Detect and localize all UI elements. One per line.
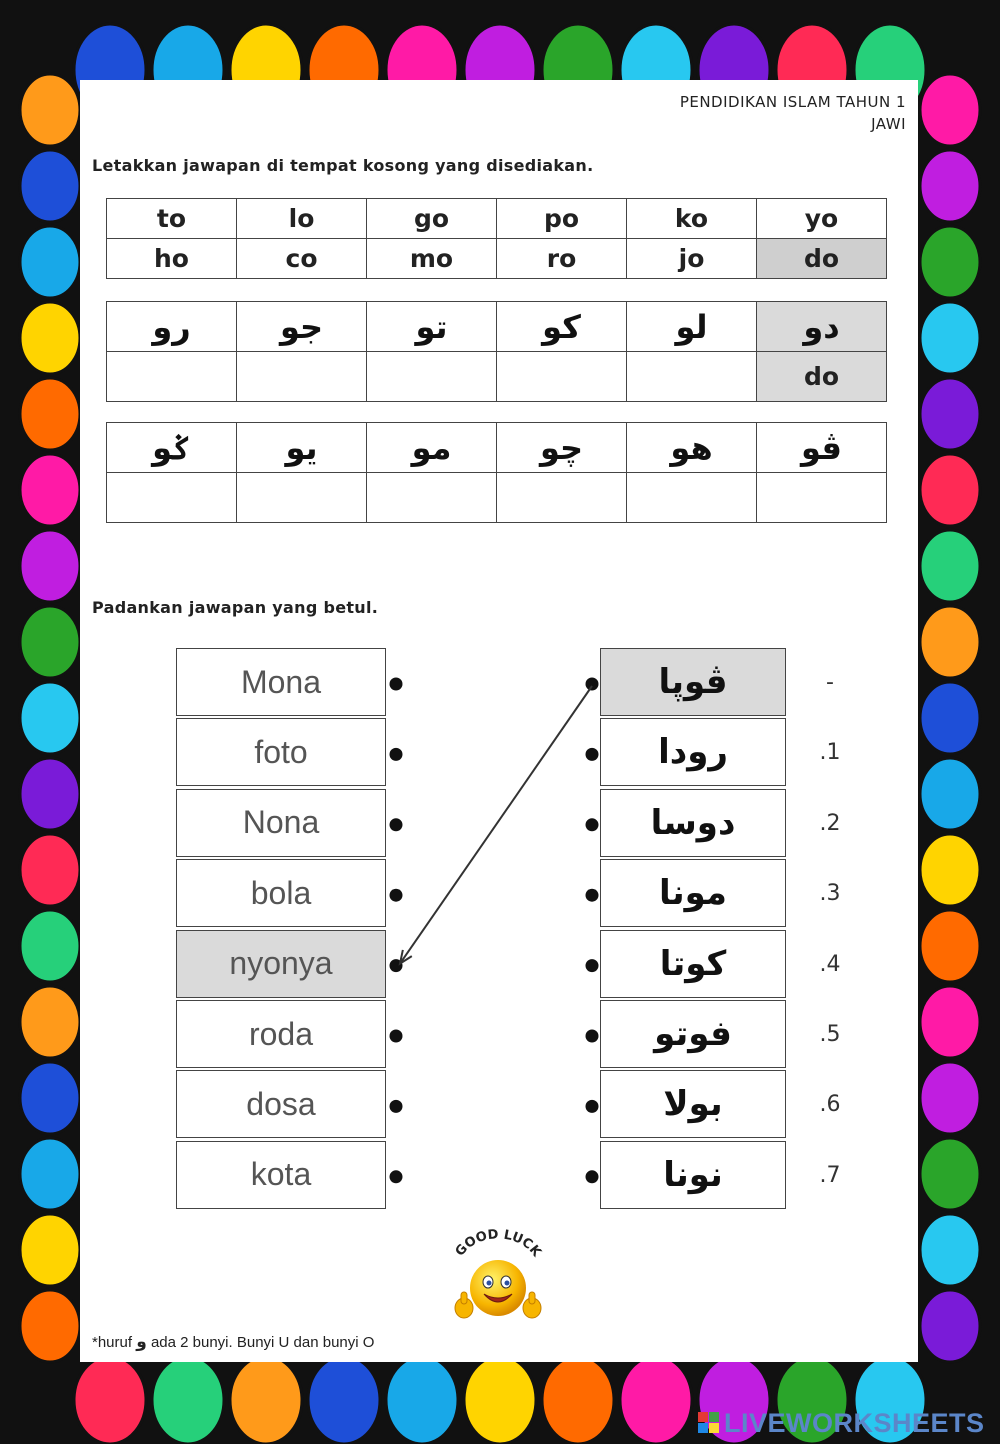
jawi-cell: جو — [237, 302, 367, 352]
syllable-cell: yo — [757, 199, 887, 239]
jawi-cell: ݢو — [107, 423, 237, 473]
scallop-shape — [920, 758, 980, 830]
scallop-shape — [20, 150, 80, 222]
left-connector-dot[interactable] — [390, 818, 403, 831]
scallop-shape — [920, 834, 980, 906]
syllable-cell: mo — [367, 239, 497, 279]
syllable-cell: lo — [237, 199, 367, 239]
right-connector-dot[interactable] — [586, 1170, 599, 1183]
scallop-shape — [920, 1214, 980, 1286]
left-connector-dot[interactable] — [390, 889, 403, 902]
jawi-cell: تو — [367, 302, 497, 352]
watermark-text: LIVEWORKSHEETS — [724, 1408, 985, 1438]
syllable-cell: ho — [107, 239, 237, 279]
scallop-shape — [920, 606, 980, 678]
right-connector-dot[interactable] — [586, 678, 599, 691]
match-number: .2 — [819, 810, 841, 836]
match-left-word: Mona — [176, 648, 386, 716]
syllable-cell: jo — [627, 239, 757, 279]
match-left-word: nyonya — [176, 930, 386, 998]
subject-header: PENDIDIKAN ISLAM TAHUN 1 — [679, 93, 906, 111]
scallop-shape — [74, 1356, 146, 1444]
syllable-cell-used: do — [757, 239, 887, 279]
left-connector-dot[interactable] — [390, 1030, 403, 1043]
syllable-cell: co — [237, 239, 367, 279]
scallop-shape — [920, 378, 980, 450]
good-luck-smiley-icon — [440, 1228, 550, 1328]
scallop-shape — [920, 150, 980, 222]
topic-header: JAWI — [871, 115, 906, 133]
scallop-shape — [20, 454, 80, 526]
jawi-cell: رو — [107, 302, 237, 352]
scallop-shape — [920, 74, 980, 146]
scallop-shape — [20, 834, 80, 906]
right-connector-dot[interactable] — [586, 818, 599, 831]
scallop-shape — [920, 986, 980, 1058]
match-number: .1 — [819, 740, 841, 766]
match-number: - — [826, 670, 834, 695]
right-connector-dot[interactable] — [586, 889, 599, 902]
syllable-cell: go — [367, 199, 497, 239]
scallop-shape — [920, 1138, 980, 1210]
scallop-shape — [20, 758, 80, 830]
scallop-shape — [920, 530, 980, 602]
scallop-shape — [920, 1062, 980, 1134]
scallop-shape — [20, 1138, 80, 1210]
scallop-shape — [464, 1356, 536, 1444]
jawi-cell: هو — [627, 423, 757, 473]
scallop-shape — [152, 1356, 224, 1444]
match-left-word: roda — [176, 1000, 386, 1068]
jawi-cell-example: دو — [757, 302, 887, 352]
scallop-shape — [620, 1356, 692, 1444]
scallop-shape — [920, 226, 980, 298]
match-right-jawi: رودا — [600, 718, 786, 786]
left-connector-dot[interactable] — [390, 678, 403, 691]
scallop-shape — [920, 302, 980, 374]
scallop-shape — [20, 606, 80, 678]
scallop-shape — [20, 1214, 80, 1286]
right-connector-dot[interactable] — [586, 959, 599, 972]
match-left-word: bola — [176, 859, 386, 927]
scallop-shape — [20, 302, 80, 374]
match-number: .7 — [819, 1162, 841, 1188]
syllable-cell: ko — [627, 199, 757, 239]
footnote — [92, 1332, 374, 1352]
scallop-shape — [920, 1290, 980, 1362]
scallop-shape — [20, 1062, 80, 1134]
match-right-jawi: نونا — [600, 1141, 786, 1209]
scallop-shape — [308, 1356, 380, 1444]
syllable-cell: ro — [497, 239, 627, 279]
good-luck-text: GOOD LUCK — [452, 1228, 544, 1260]
syllable-cell: to — [107, 199, 237, 239]
match-right-jawi: ڤوڽا — [600, 648, 786, 716]
footnote-letter: و — [136, 1332, 147, 1352]
jawi-cell: لو — [627, 302, 757, 352]
scallop-shape — [230, 1356, 302, 1444]
match-number: .6 — [819, 1092, 841, 1118]
left-connector-dot[interactable] — [390, 1170, 403, 1183]
liveworksheets-logo-icon — [698, 1412, 720, 1434]
left-connector-dot[interactable] — [390, 748, 403, 761]
match-left-word: kota — [176, 1141, 386, 1209]
scallop-shape — [20, 378, 80, 450]
match-number: .5 — [819, 1022, 841, 1047]
scallop-shape — [20, 74, 80, 146]
match-right-jawi: فوتو — [600, 1000, 786, 1068]
left-connector-dot[interactable] — [390, 1100, 403, 1113]
match-number: .3 — [819, 881, 841, 907]
match-right-jawi: دوسا — [600, 789, 786, 857]
jawi-cell: كو — [497, 302, 627, 352]
syllable-cell: po — [497, 199, 627, 239]
svg-text:GOOD LUCK — [453, 1228, 545, 1261]
jawi-cell: ڤو — [757, 423, 887, 473]
scallop-shape — [920, 454, 980, 526]
scallop-shape — [20, 1290, 80, 1362]
worksheet-page — [80, 80, 918, 1362]
match-number: .4 — [819, 951, 841, 977]
answer-example: do — [757, 352, 887, 402]
scallop-shape — [20, 910, 80, 982]
scallop-shape — [542, 1356, 614, 1444]
match-right-jawi: بولا — [600, 1070, 786, 1138]
instruction-match: Padankan jawapan yang betul. — [92, 598, 379, 617]
scallop-shape — [20, 226, 80, 298]
scallop-shape — [920, 682, 980, 754]
right-connector-dot[interactable] — [586, 1030, 599, 1043]
scallop-shape — [20, 530, 80, 602]
jawi-cell: چو — [497, 423, 627, 473]
scallop-shape — [386, 1356, 458, 1444]
match-left-word: Nona — [176, 789, 386, 857]
match-right-jawi: مونا — [600, 859, 786, 927]
match-left-word: dosa — [176, 1070, 386, 1138]
right-connector-dot[interactable] — [586, 748, 599, 761]
example-match-line — [400, 686, 592, 964]
match-left-word: foto — [176, 718, 386, 786]
scallop-shape — [20, 986, 80, 1058]
match-right-jawi: كوتا — [600, 930, 786, 998]
instruction-fill-blank: Letakkan jawapan di tempat kosong yang disediakan. — [92, 156, 594, 175]
jawi-cell: يو — [237, 423, 367, 473]
scallop-shape — [920, 910, 980, 982]
right-connector-dot[interactable] — [586, 1100, 599, 1113]
scallop-shape — [20, 682, 80, 754]
footnote-prefix: *huruf — [92, 1334, 133, 1351]
jawi-cell: مو — [367, 423, 497, 473]
footnote-suffix: ada 2 bunyi. Bunyi U dan bunyi O — [150, 1334, 375, 1351]
